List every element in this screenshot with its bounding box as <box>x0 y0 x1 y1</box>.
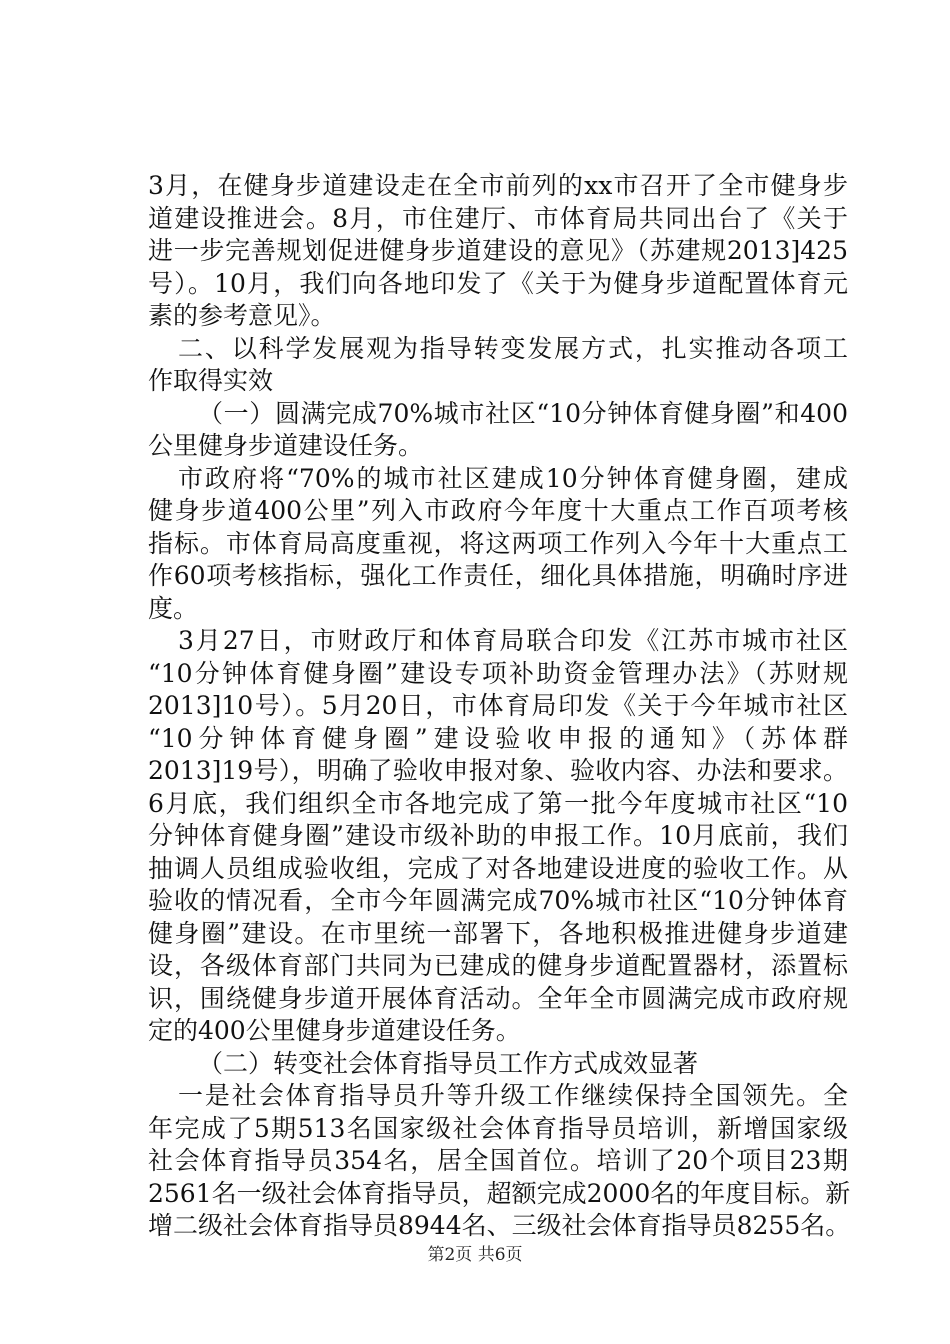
body-line: 度。 <box>148 593 199 623</box>
body-line: 定的400公里健身步道建设任务。 <box>148 1016 521 1045</box>
body-line: 3月27日，市财政厅和体育局联合印发《江苏市城市社区 <box>178 626 848 655</box>
body-line: 2561名一级社会体育指导员，超额完成2000名的年度目标。新 <box>148 1178 851 1208</box>
body-line: 一是社会体育指导员升等升级工作继续保持全国领先。全 <box>178 1081 848 1110</box>
subsection-heading: 公里健身步道建设任务。 <box>148 431 424 460</box>
body-line: 健身圈”建设。在市里统一部署下，各地积极推进健身步道建 <box>148 918 848 948</box>
document-body <box>148 170 851 1243</box>
body-line: 设，各级体育部门共同为已建成的健身步道配置器材，添置标 <box>148 951 848 980</box>
body-line: “10分钟体育健身圈”建设专项补助资金管理办法》（苏财规 <box>148 658 848 688</box>
body-line: 年完成了5期513名国家级社会体育指导员培训，新增国家级 <box>148 1113 848 1143</box>
body-line: 分钟体育健身圈”建设市级补助的申报工作。10月底前，我们 <box>148 821 848 850</box>
body-line: 抽调人员组成验收组，完成了对各地建设进度的验收工作。从 <box>148 853 848 883</box>
body-line: 市政府将“70%的城市社区建成10分钟体育健身圈，建成 <box>178 463 848 493</box>
body-line: 3月，在健身步道建设走在全市前列的xx市召开了全市健身步 <box>148 171 848 200</box>
body-line: 2013]19号），明确了验收申报对象、验收内容、办法和要求。 <box>148 756 848 785</box>
body-line: 验收的情况看，全市今年圆满完成70%城市社区“10分钟体育 <box>148 886 848 915</box>
body-line: 号）。10月，我们向各地印发了《关于为健身步道配置体育元 <box>148 268 848 298</box>
body-line: 社会体育指导员354名，居全国首位。培训了20个项目23期 <box>148 1146 848 1175</box>
subsection-heading: （二）转变社会体育指导员工作方式成效显著 <box>198 1048 699 1078</box>
section-heading: 二、以科学发展观为指导转变发展方式，扎实推动各项工 <box>178 333 848 363</box>
subsection-heading: （一）圆满完成70%城市社区“10分钟体育健身圈”和400 <box>198 398 848 428</box>
body-line: 健身步道400公里”列入市政府今年度十大重点工作百项考核 <box>148 496 848 525</box>
body-line: “10分钟体育健身圈”建设验收申报的通知》（苏体群 <box>148 723 848 753</box>
body-line: 道建设推进会。8月，市住建厅、市体育局共同出台了《关于 <box>148 203 848 233</box>
body-line: 指标。市体育局高度重视，将这两项工作列入今年十大重点工 <box>148 528 848 558</box>
body-line: 6月底，我们组织全市各地完成了第一批今年度城市社区“10 <box>148 788 848 818</box>
body-line: 进一步完善规划促进健身步道建设的意见》（苏建规2013]425 <box>148 236 848 265</box>
body-line: 作60项考核指标，强化工作责任，细化具体措施，明确时序进 <box>148 561 848 590</box>
page-number-footer: 第2页 共6页 <box>427 1245 523 1265</box>
body-line: 素的参考意见》。 <box>148 301 336 330</box>
section-heading: 作取得实效 <box>148 366 274 395</box>
body-line: 增二级社会体育指导员8944名、三级社会体育指导员8255名。 <box>148 1211 851 1240</box>
body-line: 识，围绕健身步道开展体育活动。全年全市圆满完成市政府规 <box>148 983 848 1013</box>
body-line: 2013]10号）。5月20日，市体育局印发《关于今年城市社区 <box>148 691 848 720</box>
